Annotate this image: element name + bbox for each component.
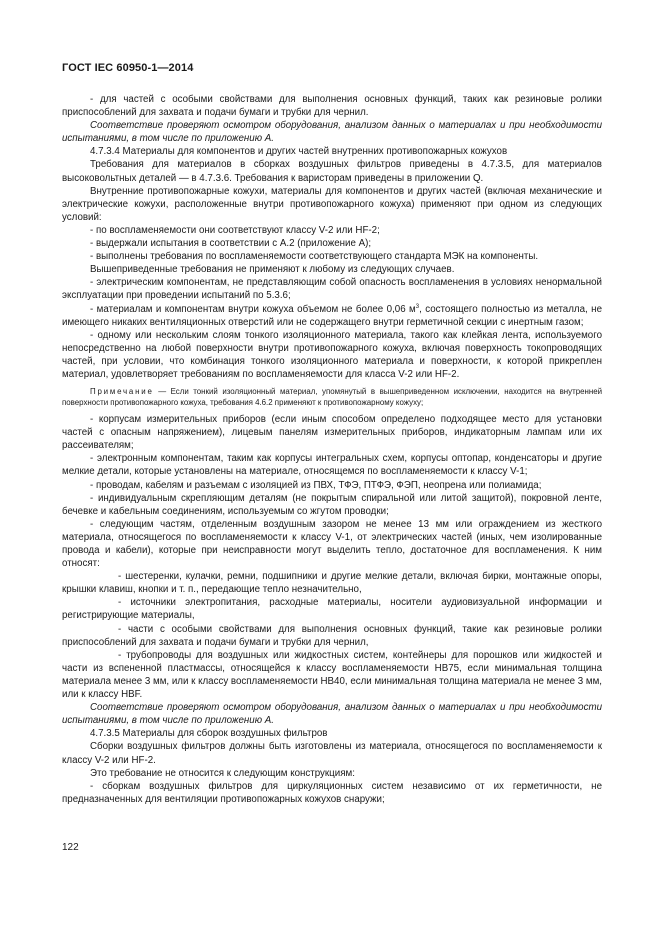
note-label: Примечание <box>90 387 154 397</box>
paragraph-text: - электрическим компонентам, не представляющим собой опасность воспламенения в условиях ненормальной эксплуатации при проведении испытаний по 5.3.6; <box>62 277 602 302</box>
paragraph <box>62 596 602 622</box>
paragraph <box>62 237 602 250</box>
page-number: 122 <box>62 842 79 853</box>
paragraph <box>62 740 602 766</box>
paragraph <box>62 767 602 780</box>
superscript: 3 <box>415 303 420 310</box>
paragraph-text: - следующим частям, отделенным воздушным зазором не менее 13 мм или ограждением из жесткого материала, относящегося по воспламеняемости к классу V-1, от электрических частей (иных, чем изолированные провода и кабели), которые при неисправности могут выделить тепло, достаточное для воспламенения. К ним относят: <box>62 518 602 570</box>
paragraph <box>62 780 602 806</box>
paragraph <box>62 649 602 701</box>
paragraph-text: - индивидуальным скрепляющим деталям (не покрытым спиральной или литой защитой), покровной ленте, бечевке и кабельным соединениям, используемым со жгутом проводки; <box>62 492 602 517</box>
paragraph <box>62 492 602 518</box>
paragraph-text: - электронным компонентам, таким как корпусы интегральных схем, корпусы оптопар, конденсаторы и другие мелкие детали, которые установлены на материале, относящемся по воспламеняемости к классу V-1; <box>62 453 602 478</box>
paragraph <box>62 479 602 492</box>
paragraph-text: - по воспламеняемости они соответствуют классу V-2 или HF-2; <box>90 224 380 236</box>
paragraph <box>62 329 602 381</box>
paragraph-text: - части с особыми свойствами для выполнения основных функций, такие как резиновые ролики приспособлений для захвата и подачи бумаги и трубки для чернил, <box>62 623 602 648</box>
document-header: ГОСТ IEC 60950-1—2014 <box>62 62 194 74</box>
paragraph <box>62 263 602 276</box>
paragraph-block-2 <box>62 413 602 806</box>
paragraph-text: - корпусам измерительных приборов (если иным способом определено подходящее место для установки частей с опасным напряжением), лицевым панелям измерительных приборов, индикаторным лампам или их рассеивателям; <box>62 414 602 452</box>
paragraph <box>62 727 602 740</box>
paragraph <box>62 303 602 329</box>
paragraph <box>62 185 602 224</box>
paragraph-text: - выполнены требования по воспламеняемости соответствующего стандарта МЭК на компоненты. <box>90 251 539 263</box>
paragraph <box>62 158 602 184</box>
paragraph-text: - для частей с особыми свойствами для выполнения основных функций, таких как резиновые ролики приспособлений для захвата и подачи бумаги и трубки для чернил. <box>62 94 602 119</box>
paragraph <box>62 145 602 158</box>
paragraph <box>62 570 602 596</box>
paragraph-text: Вышеприведенные требования не применяют к любому из следующих случаев. <box>90 264 455 276</box>
page-body <box>62 93 602 806</box>
paragraph <box>62 93 602 119</box>
paragraph-text: Требования для материалов в сборках воздушных фильтров приведены в 4.7.3.5, для материалов высоковольтных деталей — в 4.7.3.6. Требования к варисторам приведены в приложении Q. <box>62 159 602 184</box>
paragraph <box>62 518 602 570</box>
paragraph-text: Соответствие проверяют осмотром оборудования, анализом данных о материалах и при необходимости испытаниями, в том числе по приложению А. <box>62 120 602 145</box>
paragraph <box>62 623 602 649</box>
paragraph <box>62 701 602 727</box>
paragraph-text: - выдержали испытания в соответствии с А.2 (приложение А); <box>90 238 372 250</box>
paragraph-text: - сборкам воздушных фильтров для циркуляционных систем независимо от их герметичности, не предназначенных для вентиляции противопожарных кожухов снаружи; <box>62 780 602 805</box>
paragraph-text: - одному или нескольким слоям тонкого изоляционного материала, такого как клейкая лента, используемого непосредственно на любой поверхности внутри противопожарного кожуха, включая поверхность токопроводящих частей, при условии, что комбинация тонкого изоляционного материала и поверхности, к которой прикреплен материал, удовлетворяет требованиям по воспламеняемости для класса V-2 или HF-2. <box>62 329 602 380</box>
paragraph-block-1 <box>62 93 602 381</box>
paragraph-text: - проводам, кабелям и разъемам с изоляцией из ПВХ, ТФЭ, ПТФЭ, ФЭП, неопрена или полиамида; <box>90 479 542 491</box>
paragraph-text: - материалам и компонентам внутри кожуха объемом не более 0,06 м <box>90 303 416 315</box>
paragraph-text: Сборки воздушных фильтров должны быть изготовлены из материала, относящегося по воспламеняемости к классу V-2 или HF-2. <box>62 741 602 766</box>
paragraph-text: Внутренние противопожарные кожухи, материалы для компонентов и других частей (включая механические и электрические кожухи, расположенные внутри противопожарного кожуха) применяют при одном из следующих условий: <box>62 185 602 223</box>
paragraph-text: - источники электропитания, расходные материалы, носители аудиовизуальной информации и регистрирующие материалы, <box>62 597 602 622</box>
note-text: — Если тонкий изоляционный материал, упомянутый в вышеприведенном исключении, находится на внутренней поверхности противопожарного кожуха, требования 4.6.2 применяют к противопожарному кожуху; <box>62 387 602 408</box>
paragraph <box>62 250 602 263</box>
paragraph-text: Соответствие проверяют осмотром оборудования, анализом данных о материалах и при необходимости испытаниями, в том числе по приложению А. <box>62 702 602 727</box>
paragraph <box>62 119 602 145</box>
paragraph <box>62 413 602 452</box>
paragraph-text: 4.7.3.5 Материалы для сборок воздушных фильтров <box>90 728 328 740</box>
paragraph-text: Это требование не относится к следующим конструкциям: <box>90 767 355 779</box>
paragraph <box>62 452 602 478</box>
paragraph <box>62 276 602 302</box>
paragraph-text-continued: , состоящего полностью из металла, не имеющего никаких вентиляционных отверстий или не содержащего внутри герметичной секции с инертным газом; <box>62 303 602 328</box>
paragraph-text: - трубопроводы для воздушных или жидкостных систем, контейнеры для порошков или жидкостей и части из вспененной пластмассы, относящейся к классу воспламеняемости HB75, если минимальная толщина материала менее 3 мм, или к классу воспламеняемости HB40, если минимальная толщина материала не менее 3 мм, или к классу HBF. <box>62 649 602 701</box>
paragraph-text: - шестеренки, кулачки, ремни, подшипники и другие мелкие детали, включая бирки, монтажные опоры, крышки клавиш, кнопки и т. п., передающие тепло незначительно, <box>62 571 602 596</box>
note-paragraph <box>62 386 602 408</box>
paragraph-text: 4.7.3.4 Материалы для компонентов и других частей внутренних противопожарных кожухов <box>90 146 508 158</box>
paragraph <box>62 224 602 237</box>
